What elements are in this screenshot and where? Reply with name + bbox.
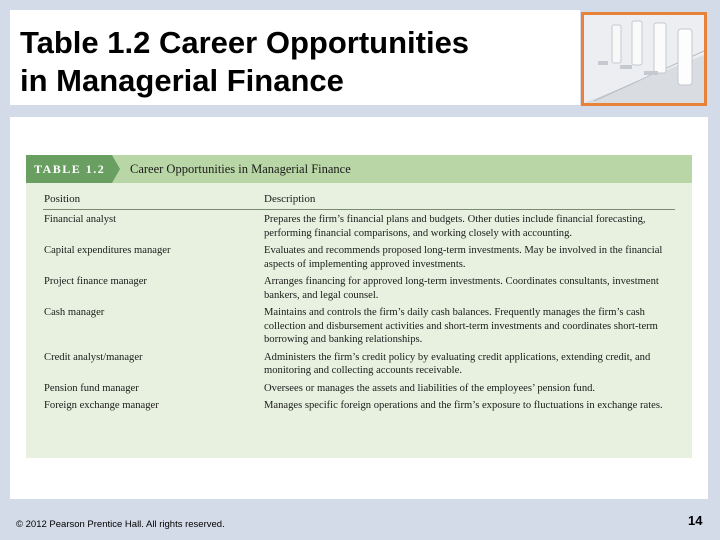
position-cell: Financial analyst: [44, 214, 117, 225]
table-header-band: [26, 155, 692, 183]
slide-title: Table 1.2 Career Opportunities in Managerial Finance: [20, 25, 470, 98]
copyright-footer: © 2012 Pearson Prentice Hall. All rights reserved.: [16, 519, 225, 530]
table-title: Career Opportunities in Managerial Finance: [130, 162, 351, 176]
column-header-description: Description: [264, 193, 316, 205]
table-row: [26, 399, 692, 417]
table-row: [26, 382, 692, 400]
table-row: [26, 213, 692, 244]
table-row: [26, 351, 692, 382]
page-number: 14: [688, 513, 703, 528]
title-bar: [10, 10, 580, 105]
position-cell: Credit analyst/manager: [44, 351, 143, 363]
description-cell: Administers the firm’s credit policy by evaluating credit applications, extending credit, and monitoring and collecting accounts receivable.: [264, 351, 651, 376]
conference-chairs-image: [584, 15, 704, 103]
conference-room-photo: [581, 12, 707, 106]
description-cell: Maintains and controls the firm’s daily cash balances. Frequently manages the firm’s cash collection and disbursement activities and short-term investments and coordinates short-term borrowing and banking relationships.: [264, 307, 658, 345]
description-cell: Prepares the firm’s financial plans and budgets. Other duties include financial forecasting, performing financial comparisons, and working closely with accounting.: [264, 214, 646, 239]
position-cell: Cash manager: [44, 307, 105, 318]
description-cell: Arranges financing for approved long-term investments. Coordinates consultants, investment bankers, and legal counsel.: [264, 276, 659, 301]
position-cell: Pension fund manager: [44, 382, 139, 394]
position-cell: Project finance manager: [44, 276, 147, 287]
table-row: [26, 306, 692, 351]
description-cell: Oversees or manages the assets and liabilities of the employees’ pension fund.: [264, 382, 596, 394]
table-row: [26, 275, 692, 306]
description-cell: Manages specific foreign operations and the firm’s exposure to fluctuations in exchange rates.: [264, 400, 663, 411]
table-number-badge: TABLE 1.2: [26, 155, 112, 183]
badge-arrow-icon: [112, 155, 120, 183]
position-cell: Capital expenditures manager: [44, 245, 171, 256]
position-cell: Foreign exchange manager: [44, 400, 159, 411]
description-cell: Evaluates and recommends proposed long-term investments. May be involved in the financial aspects of implementing approved investments.: [264, 245, 663, 270]
table-rows: [26, 213, 692, 417]
header-divider: [43, 209, 675, 210]
column-header-position: Position: [44, 193, 81, 205]
table-image-panel: [10, 117, 708, 499]
table-row: [26, 244, 692, 275]
career-table: [26, 183, 692, 458]
